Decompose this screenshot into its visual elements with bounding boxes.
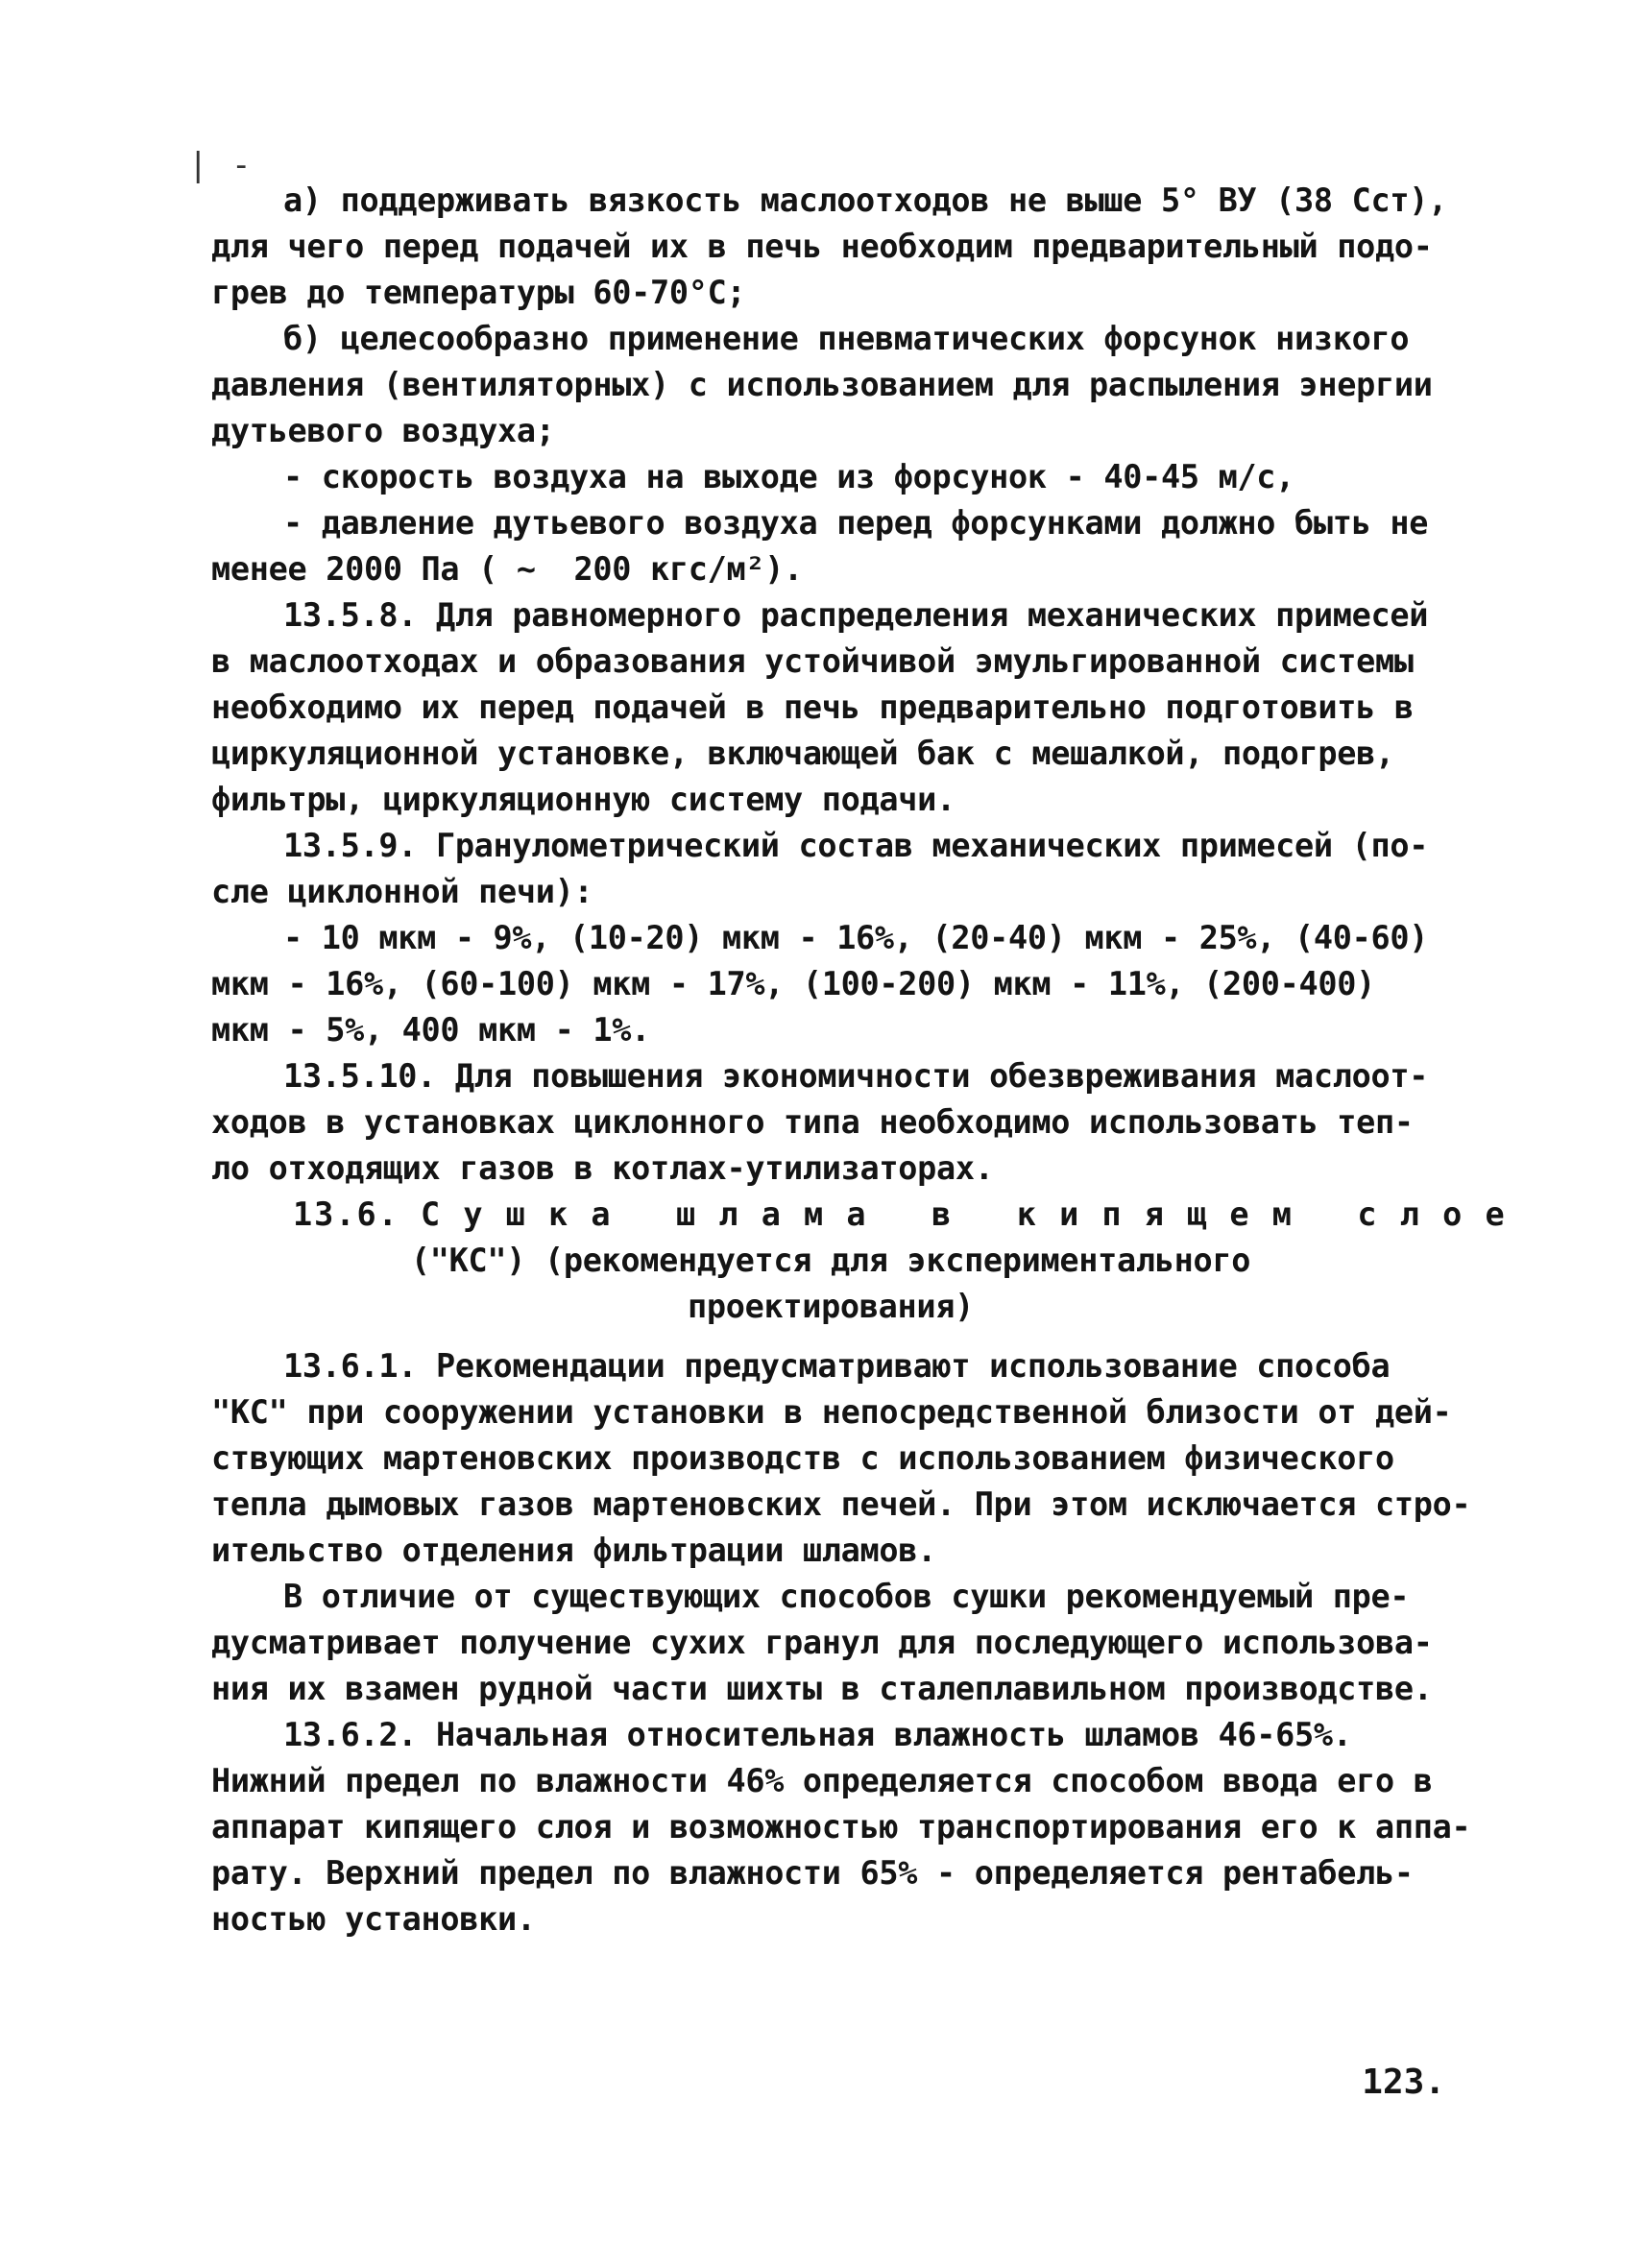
text-line: мкм - 16%, (60-100) мкм - 17%, (100-200) мкм - 11%, (200-400) bbox=[211, 965, 1375, 1002]
text-line: сле циклонной печи): bbox=[211, 873, 593, 910]
spacer bbox=[211, 1330, 1450, 1343]
text-line: В отличие от существующих способов сушки рекомендуемый пре- bbox=[283, 1578, 1410, 1615]
section-13-5-9-first-line: 13.5.9. Гранулометрический состав механических примесей (по- bbox=[283, 827, 1429, 864]
text-line: Нижний предел по влажности 46% определяется способом ввода его в bbox=[211, 1762, 1433, 1799]
section-13-6-2-first-line: 13.6.2. Начальная относительная влажность шламов 46-65%. bbox=[283, 1716, 1352, 1753]
corner-mark: | - bbox=[188, 146, 254, 184]
text-line: - 10 мкм - 9%, (10-20) мкм - 16%, (20-40) мкм - 25%, (40-60) bbox=[283, 919, 1429, 956]
text-line: ительство отделения фильтрации шламов. bbox=[211, 1532, 937, 1569]
text-line: ходов в установках циклонного типа необходимо использовать теп- bbox=[211, 1103, 1414, 1141]
text-line: ния их взамен рудной части шихты в сталеплавильном производстве. bbox=[211, 1670, 1433, 1707]
text-line: ствующих мартеновских производств с использованием физического bbox=[211, 1439, 1394, 1477]
page-number: 123. bbox=[1362, 2063, 1445, 2102]
text-line: рату. Верхний предел по влажности 65% - определяется рентабель- bbox=[211, 1854, 1414, 1892]
text-line: - давление дутьевого воздуха перед форсунками должно быть не bbox=[283, 504, 1429, 542]
text-line: необходимо их перед подачей в печь предварительно подготовить в bbox=[211, 688, 1414, 726]
text-line: - скорость воздуха на выходе из форсунок - 40-45 м/с, bbox=[283, 458, 1295, 495]
text-line: тепла дымовых газов мартеновских печей. При этом исключается стро- bbox=[211, 1485, 1471, 1523]
text-line: а) поддерживать вязкость маслоотходов не выше 5° ВУ (38 Сст), bbox=[283, 181, 1447, 219]
text-line: б) целесообразно применение пневматических форсунок низкого bbox=[283, 320, 1410, 357]
text-line: дутьевого воздуха; bbox=[211, 412, 555, 449]
text-line: в маслоотходах и образования устойчивой эмульгированной системы bbox=[211, 642, 1414, 680]
text-line: менее 2000 Па ( ~ 200 кгс/м²). bbox=[211, 550, 803, 588]
text-line: фильтры, циркуляционную систему подачи. bbox=[211, 781, 956, 818]
text-line: грев до температуры 60-70°С; bbox=[211, 274, 746, 311]
text-line: дусматривает получение сухих гранул для последующего использова- bbox=[211, 1624, 1433, 1661]
body-text bbox=[211, 178, 1507, 1942]
section-13-6-subheading: ("КС") (рекомендуется для экспериментального bbox=[410, 1242, 1251, 1279]
section-13-6-subheading: проектирования) bbox=[687, 1288, 975, 1325]
section-13-5-8-first-line: 13.5.8. Для равномерного распределения механических примесей bbox=[283, 596, 1429, 634]
section-13-5-10-first-line: 13.5.10. Для повышения экономичности обезвреживания маслоот- bbox=[283, 1057, 1429, 1095]
text-line: давления (вентиляторных) с использованием для распыления энергии bbox=[211, 366, 1433, 403]
section-13-6-1-first-line: 13.6.1. Рекомендации предусматривают использование способа bbox=[283, 1347, 1391, 1385]
text-line: ло отходящих газов в котлах-утилизаторах. bbox=[211, 1149, 994, 1187]
text-line: для чего перед подачей их в печь необходим предварительный подо- bbox=[211, 228, 1433, 265]
text-line: мкм - 5%, 400 мкм - 1%. bbox=[211, 1011, 650, 1049]
text-line: ностью установки. bbox=[211, 1900, 536, 1938]
text-line: циркуляционной установке, включающей бак с мешалкой, подогрев, bbox=[211, 735, 1394, 772]
text-line: аппарат кипящего слоя и возможностью транспортирования его к аппа- bbox=[211, 1808, 1471, 1846]
section-13-6-heading: 13.6. С у ш к а ш л а м а в к и п я щ е м с л о е bbox=[293, 1195, 1507, 1233]
text-line: "КС" при сооружении установки в непосредственной близости от дей- bbox=[211, 1393, 1452, 1431]
